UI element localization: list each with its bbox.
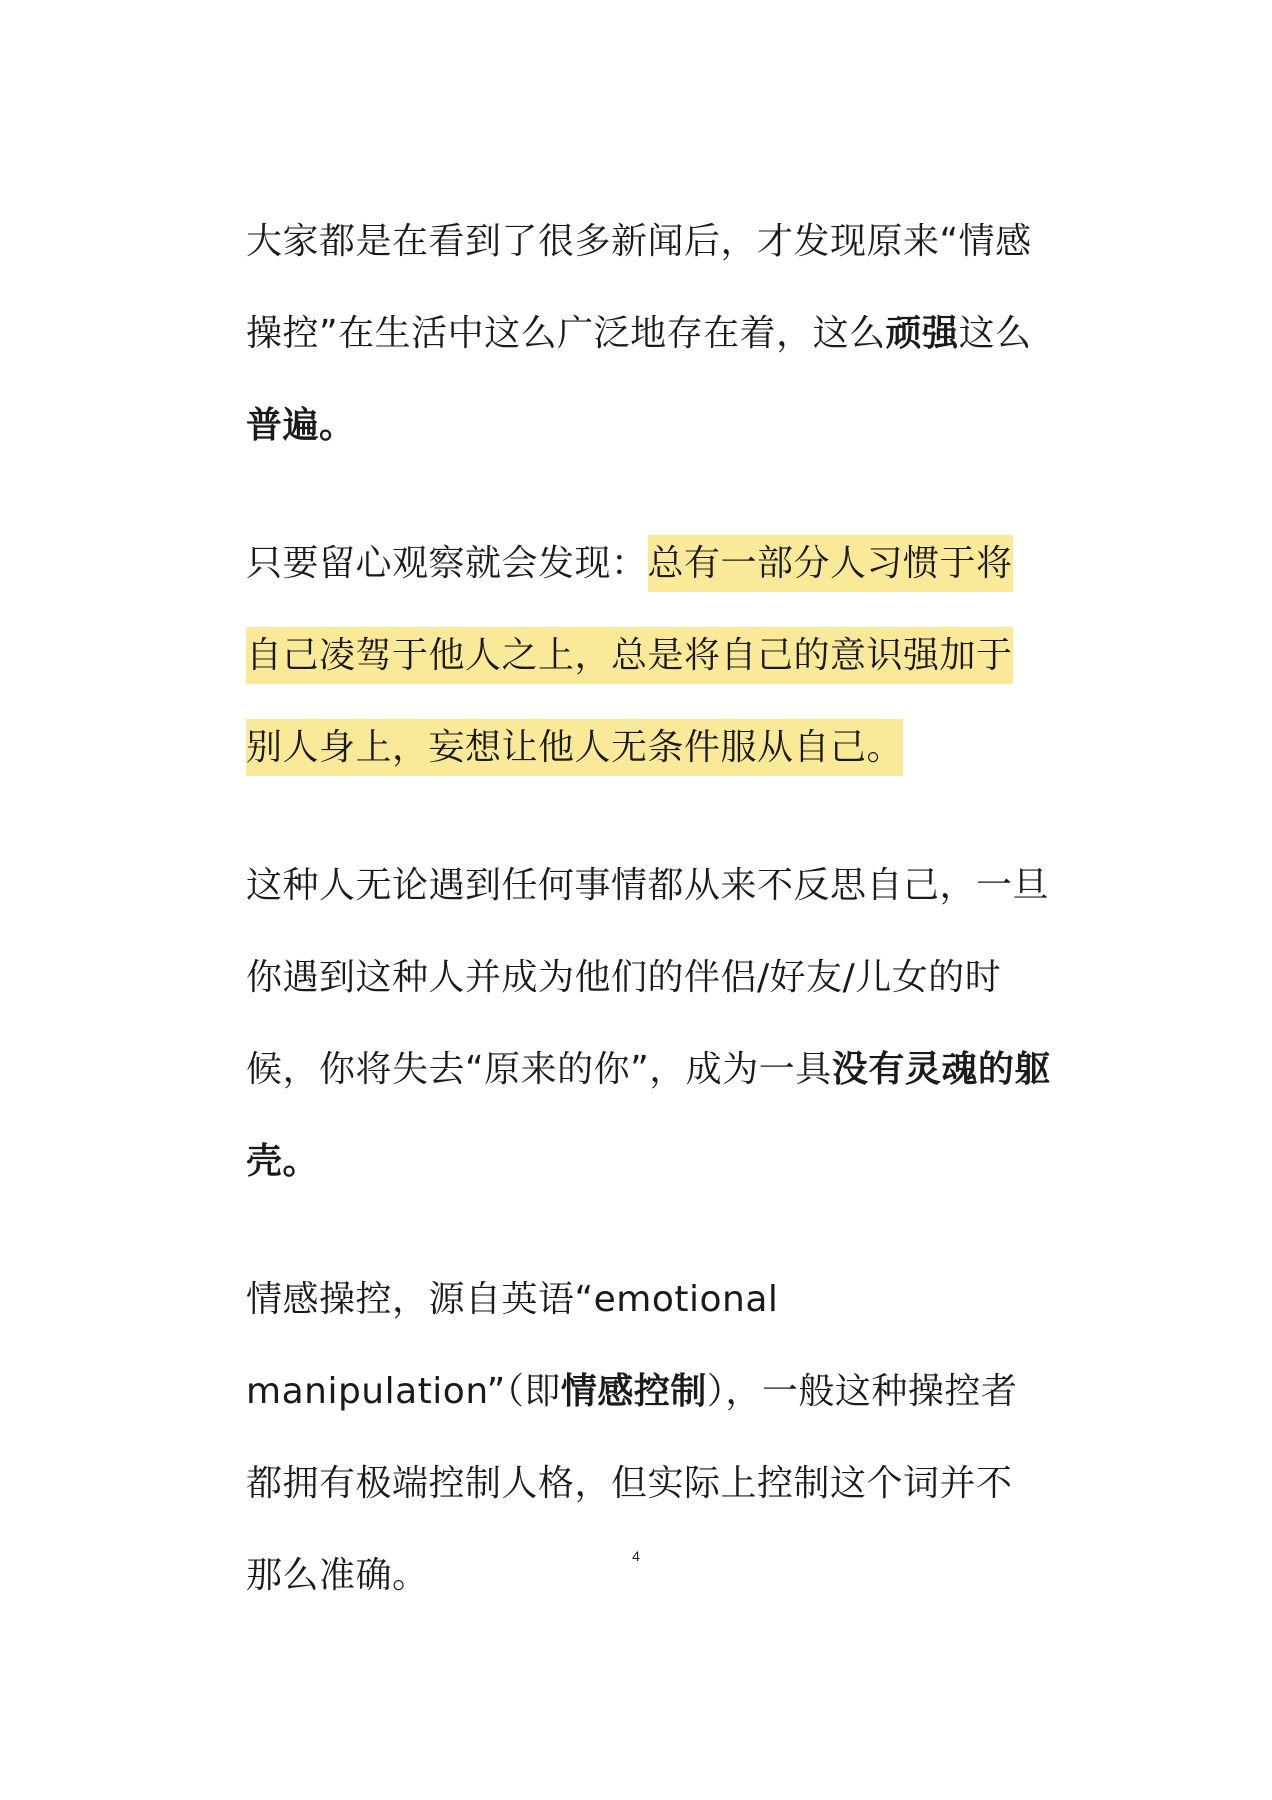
page-number: 4	[632, 1548, 640, 1564]
paragraph-4-bold-1: 情感控制	[560, 1371, 707, 1412]
document-body	[246, 196, 1066, 1668]
paragraph-1-text-1: 大家都是在看到了很多新闻后，才发现原来“情感操控”在生活中这么广泛地存在着，这么	[246, 221, 1032, 354]
paragraph-4-text-2: ），一般这种操控者都拥有极端控制人格，但实际上控制这个词并不那么准确。	[246, 1371, 1018, 1596]
paragraph-2	[246, 518, 1036, 794]
paragraph-1-bold-2: 普遍。	[246, 405, 356, 446]
paragraph-4-text-1: 情感操控，源自英语“emotional manipulation”（即	[246, 1279, 779, 1412]
paragraph-1	[246, 196, 1046, 472]
paragraph-4	[246, 1254, 1036, 1622]
paragraph-2-highlight: 总有一部分人习惯于将自己凌驾于他人之上，总是将自己的意识强加于别人身上，妄想让他人无条件服从自己。	[246, 535, 1013, 776]
paragraph-3-bold-1: 没有灵魂的躯壳。	[246, 1049, 1051, 1182]
paragraph-1-bold-1: 顽强	[885, 313, 959, 354]
paragraph-1-text-2: 这么	[958, 313, 1032, 354]
paragraph-3	[246, 840, 1056, 1208]
paragraph-3-text-1: 这种人无论遇到任何事情都从来不反思自己，一旦你遇到这种人并成为他们的伴侣/好友/儿女的时候，你将失去“原来的你”，成为一具	[246, 865, 1050, 1090]
paragraph-2-text-1: 只要留心观察就会发现：	[246, 543, 648, 584]
